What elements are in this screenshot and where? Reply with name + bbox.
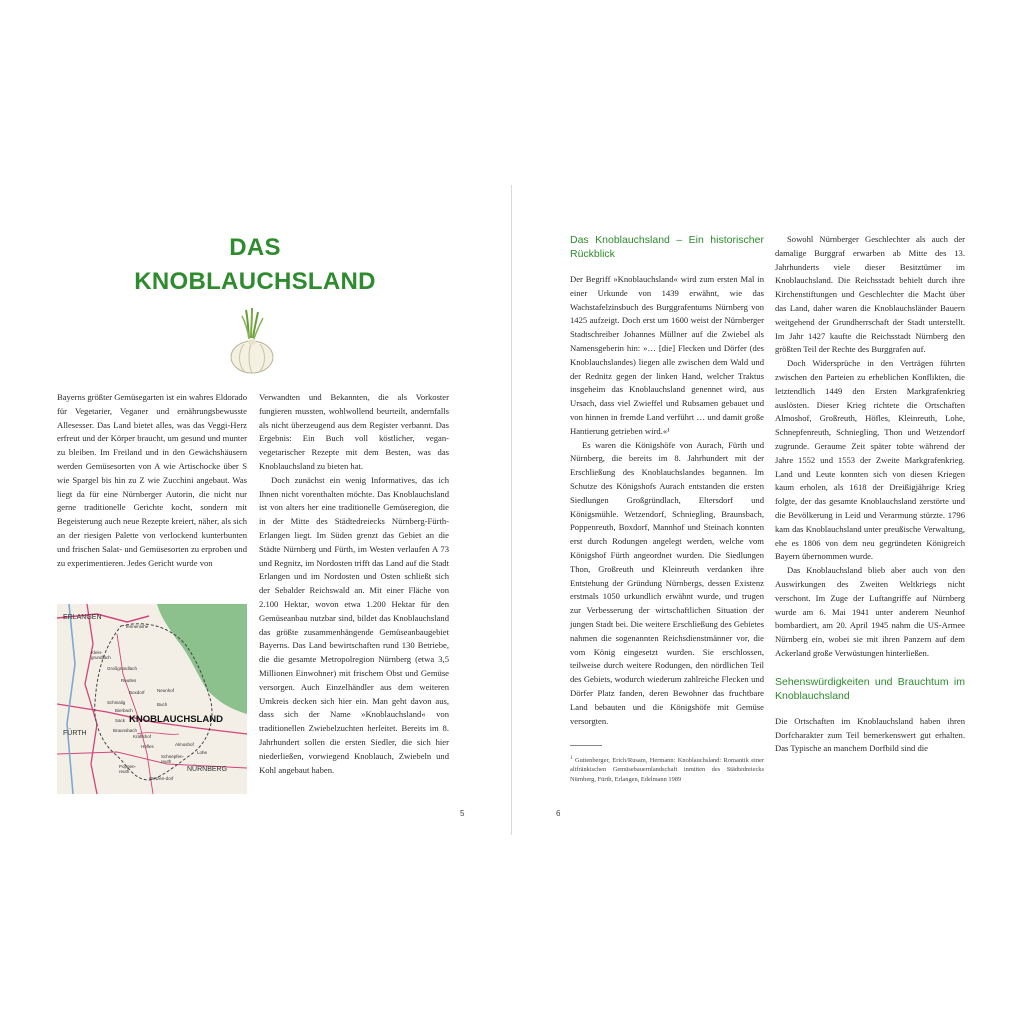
map-place: Sack (115, 718, 126, 723)
map-place: Boxdorf (129, 690, 145, 695)
garlic-illustration-icon (224, 308, 280, 376)
paragraph: Verwandten und Bekannten, die als Vorkoster fungieren mussten, wohlwollend beurteilt, andernfalls als nicht überzeugend aus dem Register verbannt. Das Ergebnis: Ein Buch voll köstlicher, vegan-vegetarischer Rezepte mit dem Besten, was das Knoblauchsland zu bieten hat. (259, 392, 449, 471)
map-place: Schnepfen-reuth (161, 754, 185, 764)
map-place: Poppen-reuth (119, 764, 137, 774)
map-place: Kraftshof (133, 734, 152, 739)
chapter-title-line2: KNOBLAUCHSLAND (134, 268, 376, 295)
map-place: Buch (157, 702, 168, 707)
map-label-erlangen: ERLANGEN (63, 614, 102, 621)
map-place: Tennenlohe (125, 624, 149, 629)
map-place: Reutles (121, 678, 137, 683)
page-number-left: 5 (460, 809, 465, 818)
map-place: Höfles (141, 744, 154, 749)
page-number-right: 6 (556, 809, 561, 818)
map-label-region: KNOBLAUCHSLAND (129, 714, 223, 725)
map-place: Großgründlach (107, 666, 138, 671)
map-place: Schnialig (107, 700, 126, 705)
footnote-text: Guttenberger, Erich/Rusam, Hermann: Knoblauchsland: Romantik einer altfränkischen Gemüsebauernlandschaft inmitten des Städtedreiecks Nürnberg, Fürth, Erlangen, Edelmann 1989 (570, 757, 764, 783)
map-place: Neunhof (157, 688, 175, 693)
region-map (57, 604, 247, 794)
map-place: Bierbach (115, 708, 133, 713)
paragraph: Doch zunächst ein wenig Informatives, das ich Ihnen nicht vorenthalten möchte. Das Knoblauchsland ist von alters her eine traditionelle Gemüseregion, die in der Mitte des Städtedreiecks Nürnberg-Fürth-Erlangen liegt. Im Süden grenzt das Gebiet an die Städte Nürnberg und Fürth, im Westen verlaufen A 73 und Regnitz, im Nordosten trifft das Land auf die Stadt Erlangen und im Nordosten und Osten schließt sich der Sebalder Reichswald an. Mit einer Fläche von 2.100 Hektar, wovon etwa 1.200 Hektar für den Gemüseanbau nutzbar sind, bildet das Knoblauchsland das größte zusammenhängende Gemüseanbaugebiet Bayerns. Das Land bewirtschaften rund 130 Betriebe, die die gesamte Metropolregion Nürnberg (etwa 3,5 Millionen Einwohner) mit frischem Obst und Gemüse versorgen. Auch Einzelhändler aus dem weiteren Umkreis decken sich hier ein. Man geht davon aus, dass sich der Name »Knoblauchsland« von traditionellen Zwiebelzuchten herleitet. Bereits im 8. Jahrhundert sollen die ersten Siedler, die sich hier niederließen, vorwiegend Knoblauch, Zwiebeln und Kohl angebaut haben. (259, 474, 449, 775)
section-heading: Sehenswürdigkeiten und Brauchtum im Knoblauchsland (775, 675, 965, 702)
right-column-2 (775, 233, 965, 756)
map-place: Almoshof (175, 742, 194, 747)
section-heading: Das Knoblauchsland – Ein historischer Rückblick (570, 234, 764, 260)
map-place: Klein-grundlach (91, 650, 111, 660)
paragraph: Sowohl Nürnberger Geschlechter als auch der damalige Burggraf erwarben ab Mitte des 13. Jahrhunderts viele dieser Besitztümer im Knoblauchsland. Die Reichsstadt behielt durch ihre Kirchenstiftungen und Geschlechter die Macht über das Land, daher waren die Knoblauchsländer Bauern weitgehend der Grundherrschaft der Stadt unterstellt. Im Jahr 1427 kaufte die Reichsstadt Nürnberg den größten Teil der Rechte des Burggrafen auf. (775, 234, 965, 355)
paragraph: Die Ortschaften im Knoblauchsland haben ihren Dorfcharakter zum Teil bemerkenswert gut erhalten. Das Typische an manchem Dorfbild sind die (775, 715, 965, 754)
map-place: Braunsbach (113, 728, 138, 733)
footnote-rule (570, 745, 602, 746)
right-column-1 (570, 233, 764, 728)
map-label-fuerth: FÜRTH (63, 730, 87, 737)
footnote-marker: 1 (570, 756, 573, 761)
paragraph: Das Knoblauchsland blieb aber auch von den Auswirkungen des Zweiten Weltkriegs nicht verschont. Im Zuge der Luftangriffe auf Nürnberg wurde am 6. Mai 1941 unter anderem Neunhof bombardiert, am 20. April 1945 nahm die US-Armee Nürnberg ein, wobei sie mit ihren Panzern auf dem Ackerland große Verwüstungen hinterließen. (775, 565, 965, 658)
footnote (570, 754, 764, 784)
page-gutter (511, 185, 512, 835)
paragraph: Doch Widersprüche in den Verträgen führten zwischen den Parteien zu erheblichen Konflikten, die letztendlich 1449 den Ersten Markgrafenkrieg auslösten. Dieser Krieg richtete die Ortschaften Almoshof, Großreuth, Höfles, Kleinreuth, Lohe, Schnepfenreuth, Schniegling, Thon und Wetzendorf zugrunde. Geraume Zeit später tobte während der Jahre 1552 und 1553 der Zweite Markgrafenkrieg. Land und Leute konnten sich von diesen Kriegen kaum erholen, als 1618 der Dreißigjährige Krieg folgte, der das gesamte Knoblauchsland zerstörte und die Bevölkerung in Leid und Verarmung stürzte. 1796 kam das Knoblauchsland unter preußische Verwaltung, ehe es 1806 von dem neu gegründeten Königreich Bayern übernommen wurde. (775, 358, 965, 562)
paragraph: Es waren die Königshöfe von Aurach, Fürth und Nürnberg, die bereits im 8. Jahrhundert mit der Erschließung des Knoblauchslandes begannen. Im Schutze des Königshofs Aurach entstanden die ersten Siedlungen Großgründlach, Eltersdorf und Königsmühle. Wetzendorf, Schniegling, Braunsbach, Poppenreuth, Boxdorf, Mannhof und Steinach konnten erst durch Rodungen angelegt werden, welche vom Königshof Fürth angeordnet wurden. Die Siedlungen Thon, Großreuth und Kleinreuth verdanken ihre Entstehung der Gründung Nürnbergs, dessen Existenz erstmals 1050 urkundlich erwähnt wurde, und trugen zur Verbesserung der wirtschaftlichen Situation der jungen Stadt bei. Die weitere Erschließung des Gebietes nahmen die sogenannten Reichsdienstmänner vor, die vom König eingesetzt wurden. Sie erschlossen, teilweise durch weitere Rodungen, den nördlichen Teil des Gebiets, wodurch wiederum zahlreiche Flecken und Dörfer Platz fanden, deren Bewohner das fruchtbare Land bebauten und die Königshöfe mit Gemüse versorgten. (570, 439, 764, 726)
paragraph: Bayerns größter Gemüsegarten ist ein wahres Eldorado für Vegetarier, Veganer und ernährungsbewusste Allesesser. Das Land bietet alles, was das Veggi-Herz erfreut und der Körper braucht, um gesund und munter zu bleiben. Im Freiland und in den Gewächshäusern werden Gemüsesorten von A wie Artischocke über S wie Spargel bis hin zu Z wie Zucchini angebaut. Was liegt da für eine Nürnberger Autorin, die nicht nur gerne traditionelle Gerichte kocht, sondern mit Begeisterung auch neue Rezepte kreiert, näher, als sich an der riesigen Palette von verlockend kunterbunten und frischen Salat- und Gemüsesorten zu erproben und zu experimentieren. Jedes Gericht wurde von (57, 392, 247, 568)
paragraph: Der Begriff »Knoblauchsland« wird zum ersten Mal in einer Urkunde von 1439 erwähnt, wie das Wachstafelzinsbuch des Burggrafentums Nürnberg von 1425 aufzeigt. Doch erst um 1600 weist der Nürnberger Stadtschreiber Johannes Müllner auf die Zwiebel als Namensgeberin hin: »… [die] Flecken und Dörfer (des Knoblauchslandes) liegen alle zwischen dem Wald und der Rednitz gegen der linken Hand, welcher Traktus insgeheim das Knoblauchsland genennet wird, aus Ursach, dass viel Zwieffel und Rubsamen gebauet und von hinnen in fremde Land verführt … und damit große Hantierung getrieben wird.«¹ (570, 274, 764, 436)
map-place: Lohe (197, 750, 208, 755)
left-column-1 (57, 391, 247, 570)
map-place: Wetzen-dorf (149, 776, 174, 781)
map-label-nuernberg: NÜRNBERG (187, 766, 228, 773)
left-column-2 (259, 391, 449, 777)
chapter-title-line1: DAS (229, 234, 281, 261)
